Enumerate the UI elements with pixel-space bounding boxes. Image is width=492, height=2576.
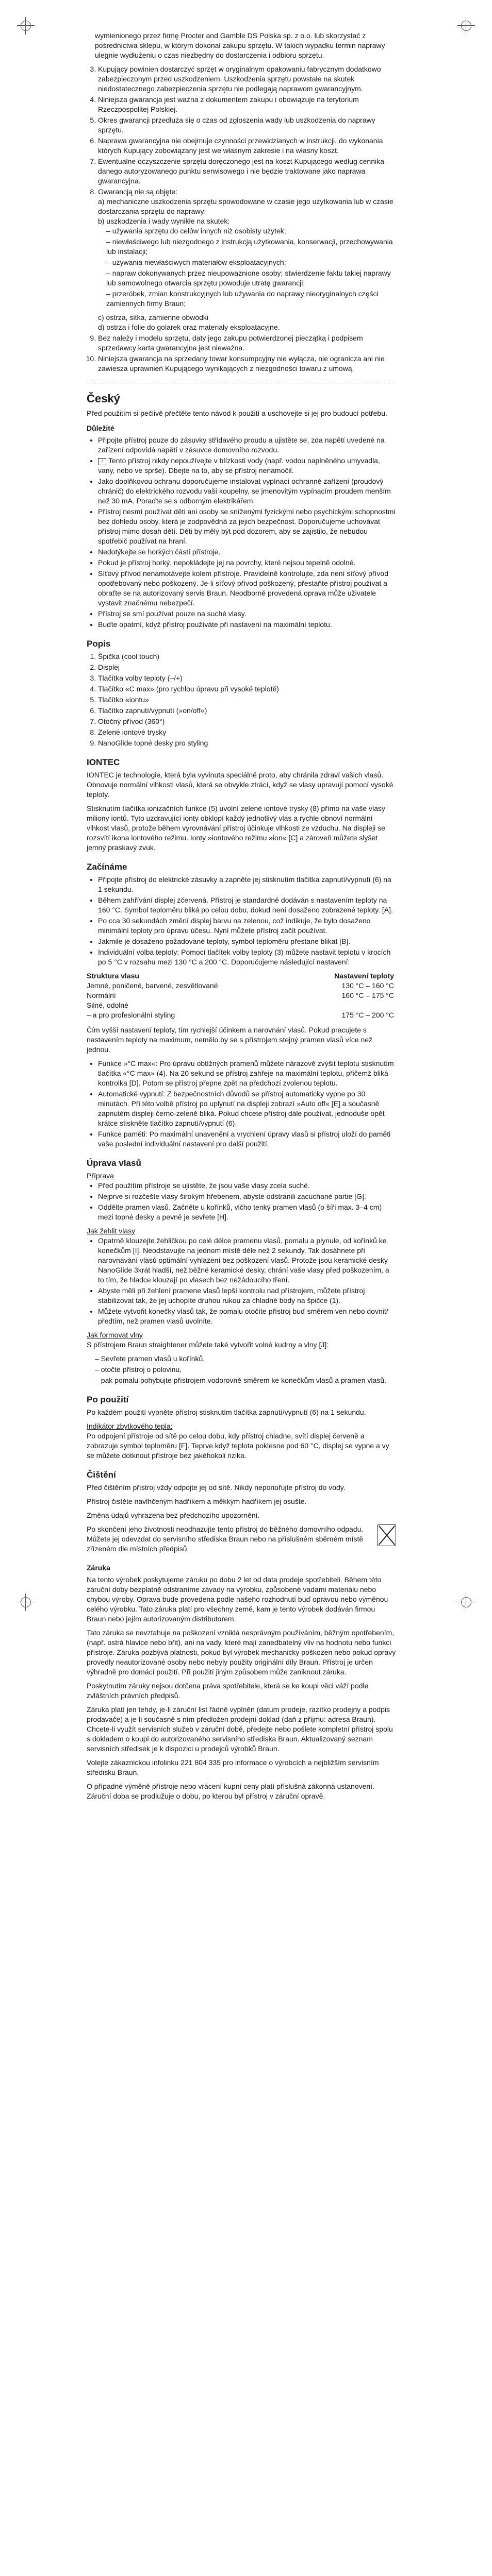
preparation-item: • Před použitím přístroje se ujistěte, že jsou vaše vlasy zcela suché. (98, 1181, 396, 1191)
important-item: • Jako doplňkovou ochranu doporučujeme instalovat vypínací ochranné zařízení (proudový chránič) do elektrického rozvodu vaší koupelny, se jmenovitým vypínacím proudem menším než 30 mA. Poraďte se s odborným elektrikářem. (98, 477, 396, 506)
pl-sub-b-item: – przeróbek, zmian konstrukcyjnych lub używania do naprawy nieoryginalnych części zamiennych firmy Braun; (106, 289, 396, 309)
iontec-paragraph: Stisknutím tlačítka ionizačních funkce (5) uvolní zelené iontové trysky (8) přímo na vaše vlasy miliony iontů. Tyto uzdravující ionty obklopí každý jednotlivý vlas a rychle obnoví normální vlhkost vlasů, protože během vyrovnávání přístroj účinkuje vlhkosti ze vzduchu. Na displeji se rozsvítí ikona iontového režimu. Ionty »iontového režimu »ion« [C] a zároveň můžete slyšet jemný praskavý zvuk. (87, 804, 385, 852)
crossed-bin-icon (378, 1524, 396, 1546)
table-cell: Jemné, poničené, barvené, zesvětlované (87, 981, 218, 990)
warning-icon: ! (98, 458, 106, 465)
preparation-item: • Nejprve si rozčešte vlasy širokým hřebenem, abyste odstranili zacuchané partie [G]. (98, 1192, 396, 1201)
description-item: 8. Zelené iontové trysky (98, 727, 396, 737)
czech-section (87, 394, 396, 1801)
table-row (87, 1001, 396, 1010)
important-item: • Buďte opatrní, když přístroj používáte při nastavení na maximální teplotu. (98, 620, 396, 630)
waves-item: – pak pomalu pohybujte přístrojem vodorovně směrem ke konečkům vlasů a pramen vlasů. (95, 1376, 396, 1385)
important-item: • Síťový přívod nenamotávejte kolem přístroje. Pravidelně kontrolujte, zda není síťový přívod opotřebovaný nebo poškozený. Je-li síťový přívod poškozený, přestaňte přístroj používat a obraťte se na autorizovaný servis Braun. Neodborně provedená oprava může uživatele vystavit značnému nebezpečí. (98, 569, 396, 608)
important-item-text: Tento přístroj nikdy nepoužívejte v blízkosti vody (např. vodou naplněného umyvadla, vany, nebo ve sprše). Dbejte na to, aby se přístroj nenamočil. (98, 456, 380, 474)
pl-item: 4. Niniejsza gwarancja jest ważna z dokumentem zakupu i obowiązuje na terytorium Rzeczpospolitej Polskiej. (98, 95, 396, 114)
waves-intro: S přístrojem Braun straightener můžete také vytvořit volné kudrny a vlny [J]: (87, 1341, 329, 1349)
preparation-heading: Příprava (87, 1172, 114, 1180)
pl-sub-d: d) ostrza i folie do golarek oraz materiały eksploatacyjne. (98, 323, 280, 331)
description-item: 5. Tlačítko «iontu» (98, 695, 396, 705)
preparation-list (87, 1181, 396, 1222)
pl-item: 10. Niniejsza gwarancja na sprzedany towar konsumpcyjny nie wyłącza, nie ogranicza ani nie zawiesza uprawnień Kupującego wynikających z niezgodności towaru z umową. (98, 354, 396, 374)
pl-item: 9. Bez należy i modelu sprzętu, daty jego zakupu potwierdzonej pieczątką i podpisem sprzedawcy karta gwarancyjna jest nieważna. (98, 333, 396, 353)
straightening-item: • Abyste měli při žehlení pramene vlasů lepší kontrolu nad přístrojem, můžete přístroj stabilizovat tak, že jej uchopíte druhou rukou za chladné body na špičce (1). (98, 1286, 396, 1306)
getting-started-item: • Připojte přístroj do elektrické zásuvky a zapněte jej stisknutím tlačítka zapnutí/vypnutí (6) na 1 sekundu. (98, 875, 396, 894)
warranty-paragraph: Tato záruka se nevztahuje na poškození vzniklá nesprávným používáním, běžným opotřebením, (např. ostrá hlavice nebo břit), ani na vady, které mají zanedbatelný vliv na hodnotu nebo funkci přístroje. Záruka pozbývá platnosti, pokud byl výrobek mechanicky poškozen nebo pokud opravy provedly neautorizované osoby nebo nebyly použity originální díly Braun. Přístroj je určen výhradně pro domácí použití. Při použití jiným způsobem může zaniknout záruka. (87, 1629, 396, 1676)
after-use-heading: Po použití (87, 1395, 129, 1404)
crop-mark-top-right (461, 21, 471, 31)
waves-item: – Sevřete pramen vlasů u kořínků, (95, 1354, 396, 1364)
pl-item: 6. Naprawa gwarancyjna nie obejmuje czynności przewidzianych w instrukcji, do wykonania których Kupujący zobowiązany jest we własnym zakresie i na własny koszt. (98, 136, 396, 156)
pl-sub-b-item: – używania sprzętu do celów innych niż osobisty użytek; (106, 226, 396, 236)
important-heading: Důležité (87, 424, 114, 432)
polish-warranty-tail (87, 31, 396, 374)
table-header-row (87, 971, 396, 981)
residual-heat-text: Po odpojení přístroje od sítě po celou dobu, kdy přístroj chladne, svítí displej červeně a zobrazuje symbol teploměru [F]. Teprve když teplota poklesne pod 60 °C, displej se vypne a vy se můžete dotknout přístroje bez jakéhokoli rizika. (87, 1432, 389, 1460)
warranty-heading: Záruka (87, 1564, 110, 1572)
straightening-item: • Opatrně klouzejte žehličkou po celé délce pramenu vlasů, pomalu a plynule, od kořínků ke konečkům [I]. Neodstavujte na jednom místě déle než 2 sekundy. Tak dosáhnete při narovnávání vlasů optimální vyhlazení bez poškození vlasů. Protože jsou keramické desky NanoGlide 3krát hladší, než běžné keramické desky, chrání vaše vlasy před poškozením, a to tím, že hladce klouzají po vlasech bez nežádoucího tření. (98, 1236, 396, 1285)
pl-item: 3. Kupujący powinien dostarczyć sprzęt w oryginalnym opakowaniu fabrycznym dodatkowo zabezpieczonym przed uszkodzeniem. Uszkodzenia sprzętu powstałe na skutek niedostatecznego zabezpieczenia sprzętu nie podlegają naprawom gwarancyjnym. (98, 64, 396, 94)
pl-item: 7. Ewentualne oczyszczenie sprzętu doręczonego jest na koszt Kupującego według cennika danego autoryzowanego punktu serwisowego i nie będzie traktowane jako naprawa gwarancyjna. (98, 157, 396, 186)
table-header: Struktura vlasu (87, 972, 139, 980)
pl-item-text: Gwarancją nie są objęte: (98, 188, 178, 196)
waves-item: – otočte přístroj o polovinu, (95, 1365, 396, 1375)
registration-mark-right (461, 1597, 471, 1607)
content-column (87, 31, 396, 1805)
iontec-heading: IONTEC (87, 757, 120, 767)
function-item: • Funkce »°C max«: Pro úpravu obtížných pramenů můžete nárazově zvýšit teplotu stisknutím tlačítka «°C max» (4). Na 20 sekund se přístroj zahřeje na maximální teplotu, přičemž bliká kontrolka [D]. Potom se přístroj přepne zpět na předchozí zvolenou teplotu. (98, 1059, 396, 1088)
pl-warranty-items (87, 64, 396, 374)
styling-heading: Úprava vlasů (87, 1158, 141, 1168)
intro-text: Před použitím si pečlivě přečtěte tento návod k použití a uschovejte si jej pro budoucí potřebu. (87, 409, 387, 417)
table-cell: 175 °C – 200 °C (341, 1011, 394, 1019)
description-item: 1. Špička (cool touch) (98, 652, 396, 662)
cleaning-heading: Čištění (87, 1470, 116, 1480)
disposal-text: Po skončení jeho životnosti neodhazujte tento přístroj do běžného domovního odpadu. Můžete jej odevzdat do servisního střediska Braun nebo na příslušném sběrném místě zřízeném dle místních předpisů. (87, 1525, 364, 1553)
crop-mark-top-left (21, 21, 31, 31)
table-cell (298, 1001, 396, 1010)
table-row (87, 991, 396, 1001)
table-row (87, 981, 396, 991)
description-item: 4. Tlačítko «C max» (pro rychlou úpravu při vysoké teplotě) (98, 684, 396, 694)
important-item (98, 456, 396, 476)
table-row (87, 1010, 396, 1020)
pl-sub-b-item: – napraw dokonywanych przez nieupoważnione osoby; stwierdzenie faktu takiej naprawy lub samowolnego otwarcia sprzętu powoduje utratę gwarancji; (106, 268, 396, 288)
straightening-list (87, 1236, 396, 1326)
getting-started-item: • Po cca 30 sekundách změní displej barvu na zelenou, což indikuje, že bylo dosaženo minimální teploty pro úpravu účesu. Nyní můžete přístroj začít používat. (98, 916, 396, 936)
important-item: • Přístroj nesmí používat děti ani osoby se sníženými fyzickými nebo psychickými schopnostmi bez dohledu osoby, která je zodpovědná za jejich bezpečnost. Doporučujeme uchovávat přístroj mimo dosah dětí. Děti by měly být pod dozorem, aby se zajistilo, že nebudou spotřebič používat na hraní. (98, 507, 396, 546)
pl-intro-continuation: wymienionego przez firmę Procter and Gamble DS Polska sp. z o.o. lub skorzystać z pośrednictwa sklepu, w którym dokonał zakupu sprzętu. W takich wypadku termin naprawy ulegnie wydłużeniu o czas niezbędny do dostarczenia i odbioru sprzętu. (95, 31, 385, 59)
preparation-item: • Oddělte pramen vlasů. Začněte u kořínků, vlčho tenký pramen vlasů (o šíři max. 3–4 cm) mezi topné desky a pevně je sevřete [H]. (98, 1202, 396, 1222)
disposal-block (87, 1524, 396, 1558)
important-list (87, 435, 396, 630)
straightening-heading: Jak žehlit vlasy (87, 1227, 136, 1235)
description-item: 6. Tlačítko zapnutí/vypnutí (»on/off«) (98, 706, 396, 716)
pl-sub-b-item: – niewłaściwego lub niezgodnego z instrukcją użytkowania, konserwacji, przechowywania lub instalacji; (106, 237, 396, 257)
getting-started-list (87, 875, 396, 967)
waves-heading: Jak formovat vlny (87, 1331, 143, 1339)
getting-started-item: • Individuální volba teploty: Pomocí tlačítek volby teploty (3) můžete nastavit teplotu v krocích po 5 °C v rozsahu mezi 130 °C a 200 °C. Doporučujeme následující nastavení: (98, 947, 396, 967)
temperature-table (87, 971, 396, 1020)
warranty-paragraph: O případné výměně přístroje nebo vrácení kupní ceny platí příslušná zákonná ustanovení. Záruční doba se prodlužuje o dobu, po kterou byl přístroj v záruční opravě. (87, 1782, 374, 1800)
pl-sub-b-list (98, 226, 396, 309)
description-item: 3. Tlačítka volby teploty (–/+) (98, 673, 396, 683)
warranty-paragraph: Na tento výrobek poskytujeme záruku po dobu 2 let od data prodeje spotřebiteli. Během této záruční doby bezplatně odstraníme závady na výrobku, způsobené vadami materiálu nebo chybou výroby. Oprava bude provedena podle našeho rozhodnutí buď opravou nebo výměnou celého výrobku. Tato záruka platí pro všechny země, kam je tento výrobek dodáván firmou Braun nebo jejím autorizovaným distributorem. (87, 1575, 388, 1623)
table-cell: 160 °C – 175 °C (341, 991, 394, 999)
description-heading: Popis (87, 639, 111, 649)
functions-list (87, 1059, 396, 1149)
getting-started-item: • Jakmile je dosaženo požadované teploty, symbol teploměru přestane blikat [B]. (98, 937, 396, 946)
warranty-paragraph: Záruka platí jen tehdy, je-li záruční list řádně vyplněn (datum prodeje, razítko prodejny a podpis prodavače) a je-li současně s ním předložen prodejní doklad (daň z příjmu: adresa Braun). Chcete-li využít servisních služeb v záruční době, předejte nebo pošlete kompletní přístroj spolu s dokladem o koupi do autorizovaného servisního střediska Braun. Aktualizovaný seznam servisních středisek je k dispozici u prodejců výrobků Braun. (87, 1705, 393, 1753)
temperature-note: Čím vyšší nastavení teploty, tím rychlejší účinkem a narovnání vlasů. Pokud pracujete s nastavením teploty na maximum, nemělo by se s přístrojem stejný pramen vlasů více než jednou. (87, 1026, 373, 1054)
table-cell: 130 °C – 160 °C (341, 981, 394, 990)
warranty-paragraph: Poskytnutím záruky nejsou dotčena práva spotřebitele, která se ke koupi věci váží podle zvláštních právních předpisů. (87, 1682, 369, 1700)
warranty-paragraph: Volejte zákaznickou infolinku 221 804 335 pro informace o výrobcích a nejbližším servisním středisku Braun. (87, 1758, 379, 1776)
function-item: • Funkce paměti: Po maximální unavenění a vrychlení úpravy vlasů si přístroj uloží do paměti vaše poslední individuální nastavení pro další použití. (98, 1129, 396, 1149)
important-item: • Přístroj se smí používat pouze na suché vlasy. (98, 609, 396, 619)
pl-item (98, 187, 396, 332)
cleaning-text: Přístroj čistěte navlhčeným hadříkem a měkkým hadříkem jej osušte. (87, 1497, 307, 1505)
pl-sub-b: b) uszkodzenia i wady wynikłe na skutek: (98, 217, 230, 225)
pl-item: 5. Okres gwarancji przedłuża się o czas od zgłoszenia wady lub uszkodzenia do naprawy sprzętu. (98, 115, 396, 135)
description-item: 2. Displej (98, 663, 396, 672)
getting-started-item: • Během zahřívání displej zčervená. Přístroj je standardně dodáván s nastavením teploty na 160 °C. Symbol teploměru bliká po celou dobu, dokud není dosaženo zobrazené teploty. [A]. (98, 895, 396, 915)
cleaning-text: Před čištěním přístroj vždy odpojte jej od sítě. Nikdy neponořujte přístroj do vody. (87, 1483, 346, 1492)
after-use-text: Po každém použití vypněte přístroj stisknutím tlačítka zapnutí/vypnutí (6) na 1 sekundu. (87, 1408, 366, 1416)
iontec-paragraph: IONTEC je technologie, která byla vyvinuta speciálně proto, aby chránila zdraví vašich vlasů. Obnovuje normální vlhkosti vlasů, která se obvykle ztrácí, když se vlasy upravují pomocí vysoké teploty. (87, 771, 393, 799)
registration-mark-left (21, 1597, 31, 1607)
language-title: Český (87, 392, 120, 405)
function-item: • Automatické vypnutí: Z bezpečnostních důvodů se přístroj automaticky vypne po 30 minutách. Při této volbě přístroj po uplynutí na displeji zobrazí »Auto off« [E] a současně zapnutém displeji černo-zeleně bliká. Pokud chcete přístroj dále používat, jednoduše opět krátce stiskněte tlačítko zapnutí/vypnutí (6). (98, 1089, 396, 1128)
pl-sub-a: a) mechaniczne uszkodzenia sprzętu spowodowane w czasie jego użytkowania lub w czasie dostarczania sprzętu do naprawy; (98, 197, 393, 215)
pl-sub-c: c) ostrza, sitka, zamienne obwódki (98, 313, 208, 321)
residual-heat-heading: Indikátor zbytkového tepla: (87, 1422, 173, 1430)
straightening-item: • Můžete vytvořit konečky vlasů tak, že pomalu otočíte přístroj buď směrem ven nebo dovnitř předtím, než pramen vlasů uvolníte. (98, 1307, 396, 1326)
important-item: • Připojte přístroj pouze do zásuvky střídavého proudu a ujistěte se, zda napětí uvedené na zařízení odpovídá napětí v zásuvce domovního rozvodu. (98, 435, 396, 455)
table-cell: Silné, odolné (87, 1001, 128, 1009)
description-item: 9. NanoGlide topné desky pro styling (98, 738, 396, 748)
important-item: • Pokud je přístroj horký, nepokládejte jej na povrchy, které nejsou tepelně odolné. (98, 558, 396, 568)
table-cell: – a pro profesionální styling (87, 1011, 175, 1019)
important-item: • Nedotýkejte se horkých částí přístroje. (98, 547, 396, 557)
pl-sub-b-item: – używania niewłaściwych materiałów eksploatacyjnych; (106, 258, 396, 267)
description-list (87, 652, 396, 748)
table-cell: Normální (87, 991, 116, 999)
getting-started-heading: Začínáme (87, 862, 127, 872)
table-header: Nastavení teploty (334, 972, 394, 980)
change-notice: Změna údajů vyhrazena bez předchozího upozornění. (87, 1511, 260, 1519)
waves-list (87, 1354, 396, 1385)
description-item: 7. Otočný přívod (360°) (98, 717, 396, 726)
